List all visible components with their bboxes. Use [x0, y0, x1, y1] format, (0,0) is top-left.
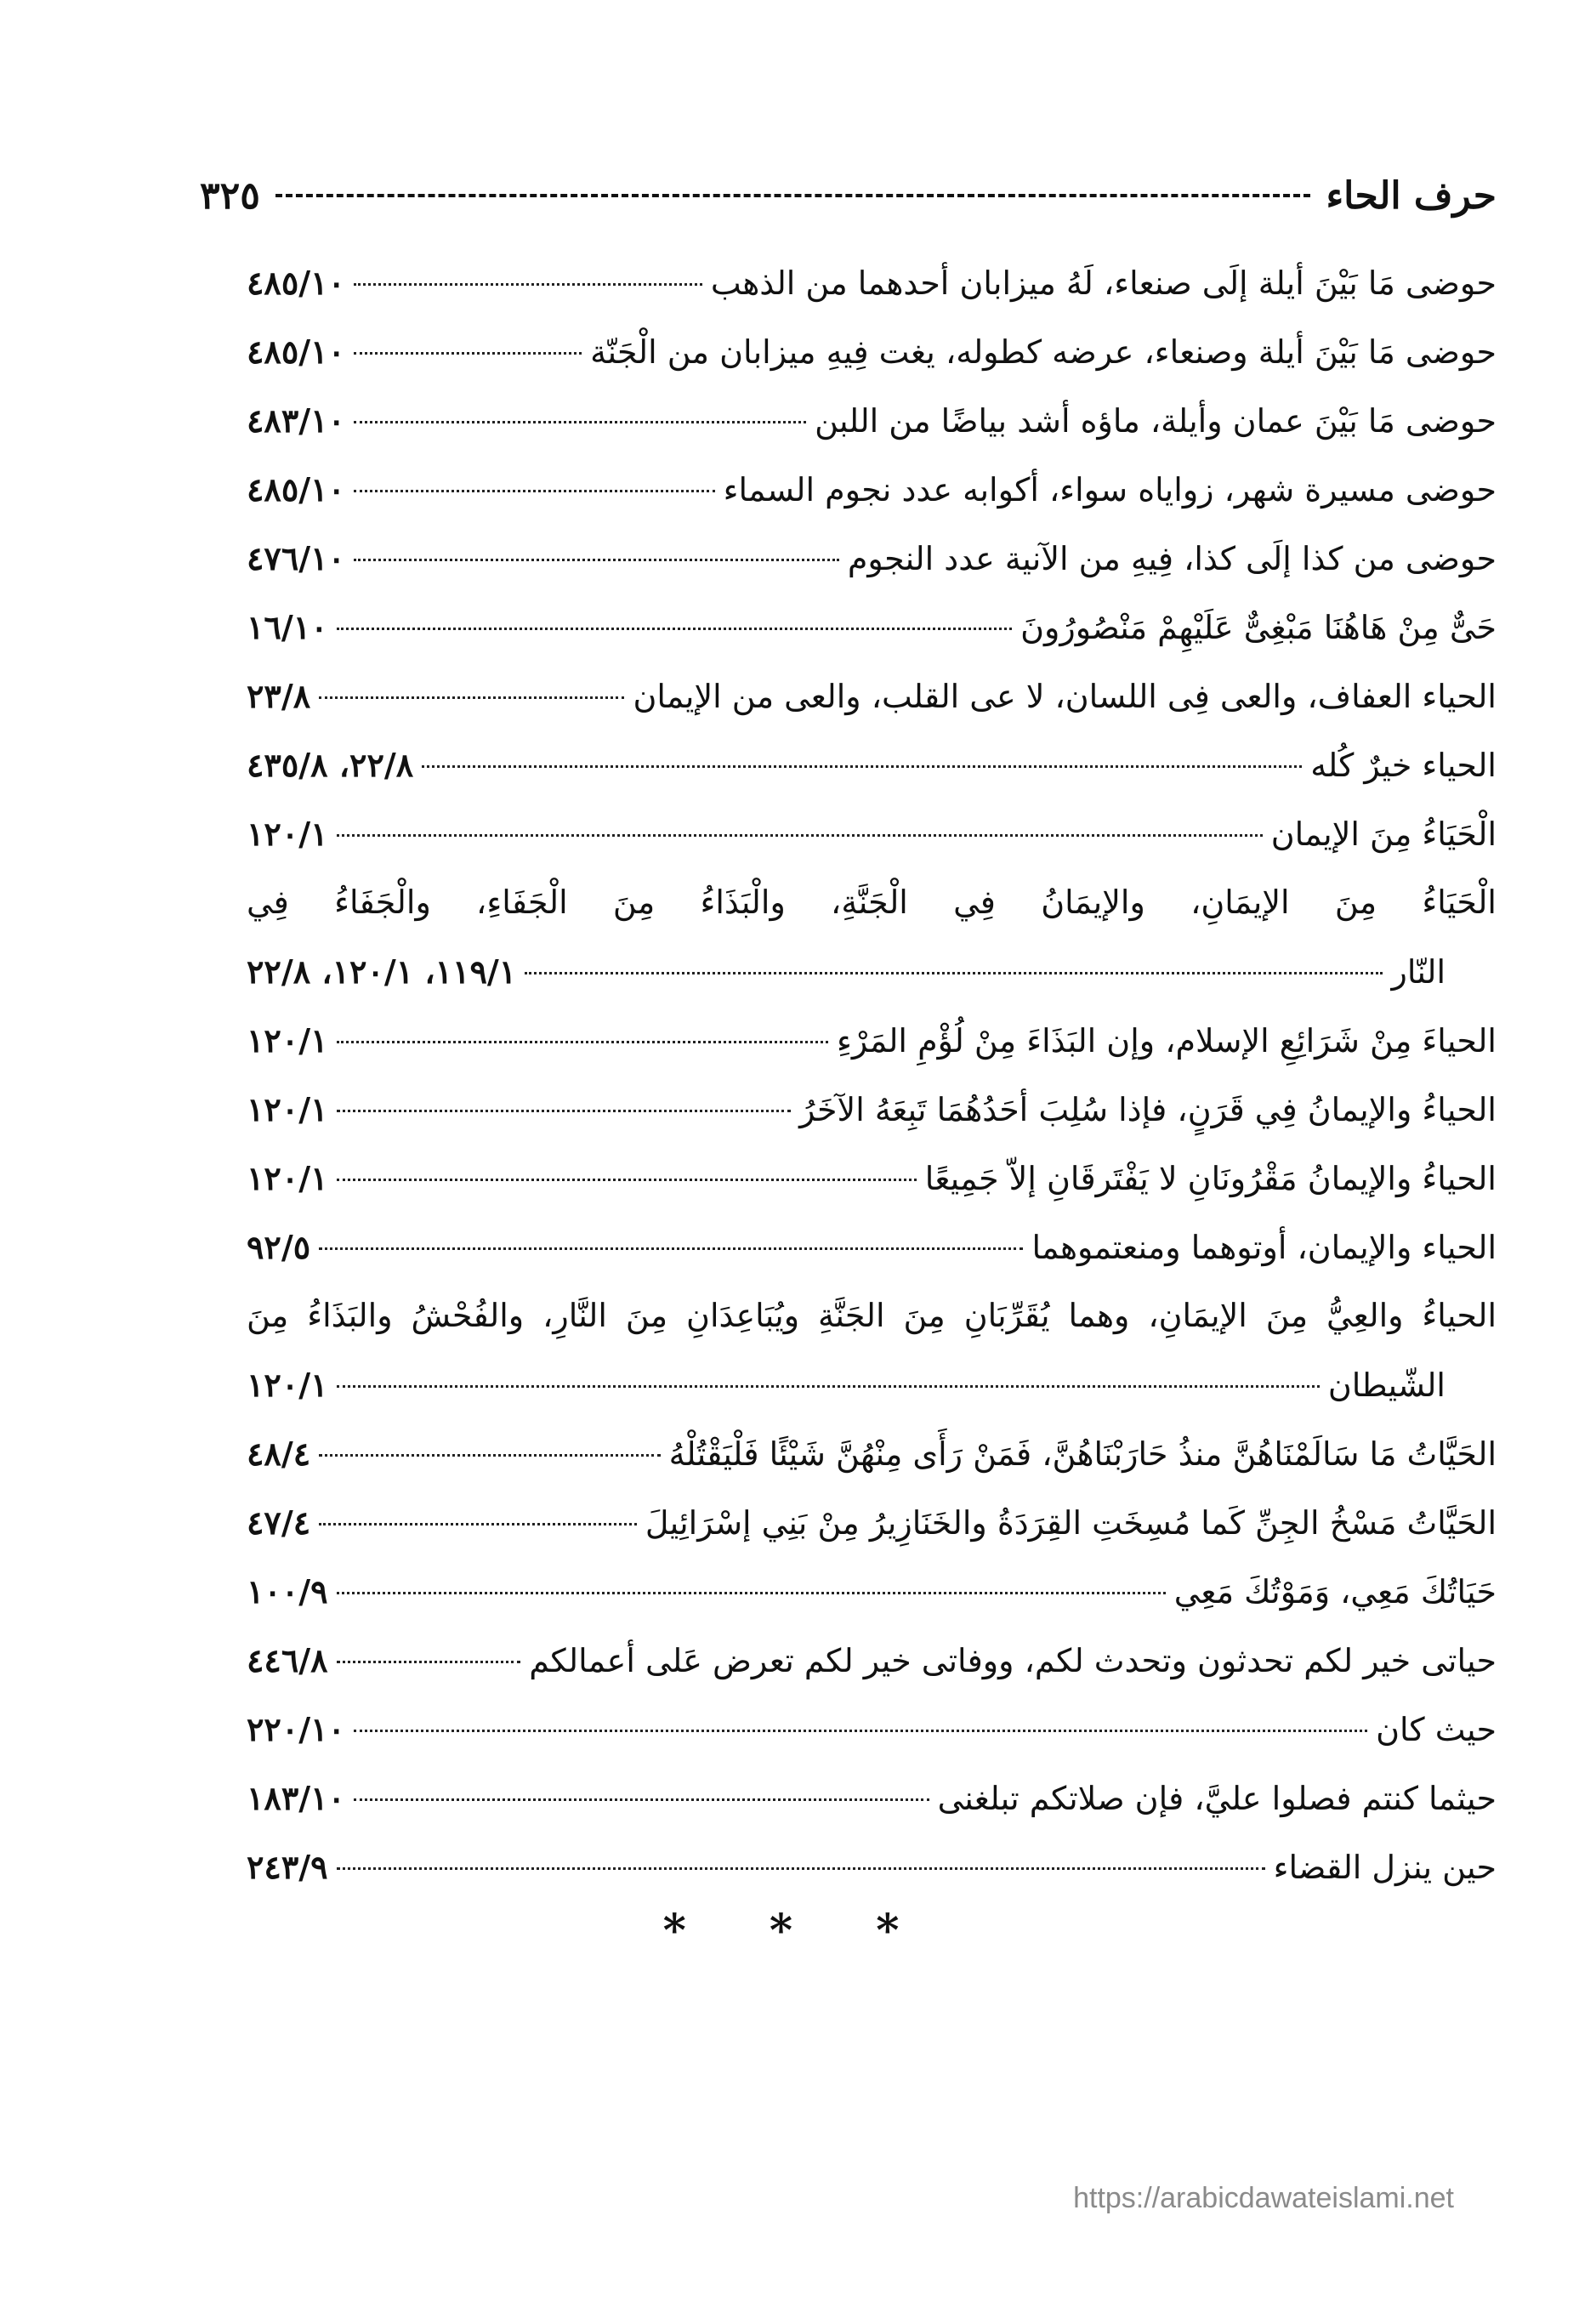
entry-reference: ٢٢/٨، ٤٣٥/٨ [247, 746, 414, 784]
page-header [200, 170, 1497, 221]
entry-reference: ١٢٠/١ [247, 815, 328, 853]
entry-reference: ١٨٣/١٠ [247, 1779, 345, 1817]
index-entry [247, 1764, 1497, 1832]
entry-reference: ١٢٠/١ [247, 1159, 328, 1197]
dot-leader [337, 834, 1263, 837]
watermark-url: https://arabicdawateislami.net [1073, 2182, 1454, 2214]
index-entry [247, 248, 1497, 317]
entry-text: حوضى مَا بَيْنَ أيلة وصنعاء، عرضه كطوله، يغت فِيهِ ميزابان من الْجَنّة [590, 333, 1497, 371]
index-entry [247, 1832, 1497, 1901]
entry-reference: ١٦/١٠ [247, 608, 328, 646]
entry-reference: ٤٨٥/١٠ [247, 470, 345, 508]
entry-reference: ٤٨٥/١٠ [247, 264, 345, 302]
entry-text: حَيَاتُكَ مَعِي، وَمَوْتُكَ مَعِي [1173, 1573, 1497, 1611]
header-dashed-rule [275, 194, 1311, 197]
index-entry-list [247, 248, 1497, 1901]
index-entry [247, 593, 1497, 662]
dot-leader [337, 1867, 1265, 1870]
dot-leader [354, 352, 582, 355]
dot-leader [337, 1661, 521, 1663]
dot-leader [422, 765, 1302, 768]
entry-text: حوضى مسيرة شهر، زواياه سواء، أكوابه عدد نجوم السماء [723, 471, 1497, 508]
index-entry [247, 662, 1497, 730]
entry-text: الحياءُ والعِيُّ مِنَ الإيمَانِ، وهما يُقَرِّبَانِ مِنَ الجَنَّةِ ويُبَاعِدَانِ مِنَ النَّارِ، والفُحْشُ والبَذَاءُ مِنَ [247, 1297, 1497, 1334]
entry-reference: ١٢٠/١ [247, 1090, 328, 1128]
entry-reference: ١٢٠/١ [247, 1366, 328, 1404]
entry-continuation-text: النّار [1391, 953, 1445, 991]
entry-text: الحياءُ والإيمانُ فِي قَرَنٍ، فإذا سُلِبَ أحَدُهُمَا تَبِعَهُ الآخَرُ [799, 1091, 1497, 1128]
entry-reference: ٤٨/٤ [247, 1435, 311, 1473]
dot-leader [337, 1041, 829, 1043]
entry-reference: ١١٩/١، ١٢٠/١، ٢٢/٨ [247, 952, 517, 991]
dot-leader [319, 1247, 1023, 1250]
index-entry [247, 799, 1497, 868]
index-entry [247, 386, 1497, 455]
entry-text: الحياء خيرٌ كُله [1310, 747, 1497, 784]
index-entry [247, 1006, 1497, 1075]
entry-text: حَىٌّ مِنْ هَاهُنَا مَبْغِىٌّ عَلَيْهِمْ مَنْصُورُونَ [1020, 609, 1497, 646]
entry-reference: ٢٢٠/١٠ [247, 1710, 345, 1748]
entry-reference: ٤٤٦/٨ [247, 1641, 328, 1679]
entry-continuation-text: الشّيطان [1327, 1366, 1445, 1404]
entry-reference: ٤٨٣/١٠ [247, 401, 345, 440]
entry-reference: ٤٧/٤ [247, 1503, 311, 1542]
dot-leader [354, 421, 806, 423]
entry-reference: ١٢٠/١ [247, 1021, 328, 1060]
dot-leader [319, 696, 624, 699]
entry-text: حوضى مَا بَيْنَ عمان وأيلة، ماؤه أشد بياضًا من اللبن [815, 402, 1497, 440]
index-entry [247, 1695, 1497, 1764]
dot-leader [354, 490, 715, 492]
section-title: حرف الحاء [1326, 173, 1497, 218]
entry-continuation-line [247, 937, 1497, 1006]
entry-reference: ٤٧٦/١٠ [247, 539, 345, 577]
page-number: ٣٢٥ [200, 173, 260, 218]
entry-text: الْحَيَاءُ مِنَ الإيمَانِ، والإيمَانُ فِي الْجَنَّةِ، والْبَذَاءُ مِنَ الْجَفَاءِ، والْجَفَاءُ فِي [247, 883, 1497, 921]
entry-text: الحياءَ مِنْ شَرَائِعِ الإسلام، وإن البَذَاءَ مِنْ لُؤْمِ المَرْءِ [837, 1022, 1497, 1060]
dot-leader [354, 1730, 1367, 1732]
index-entry [247, 730, 1497, 799]
entry-reference: ٤٨٥/١٠ [247, 332, 345, 371]
index-entry [247, 1281, 1497, 1419]
entry-text: حيث كان [1376, 1711, 1497, 1748]
index-entry [247, 1144, 1497, 1213]
dot-leader [354, 1798, 929, 1801]
dot-leader [337, 1110, 792, 1112]
entry-text: حياتى خير لكم تحدثون وتحدث لكم، ووفاتى خير لكم تعرض عَلى أعمالكم [529, 1642, 1497, 1679]
dot-leader [337, 1179, 917, 1181]
entry-reference: ١٠٠/٩ [247, 1572, 328, 1611]
entry-text: حوضى من كذا إلَى كذا، فِيهِ من الآنية عدد النجوم [847, 540, 1497, 577]
dot-leader [337, 1592, 1166, 1594]
entry-text: الحَيَّاتُ مَا سَالَمْنَاهُنَّ منذُ حَارَبْنَاهُنَّ، فَمَنْ رَأَى مِنْهُنَّ شَيْئًا فَلْيَقْتُلْهُ [668, 1435, 1497, 1473]
entry-reference: ٢٤٣/٩ [247, 1848, 328, 1886]
index-entry [247, 1419, 1497, 1488]
entry-text: حوضى مَا بَيْنَ أيلة إلَى صنعاء، لَهُ ميزابان أحدهما من الذهب [710, 264, 1497, 302]
dot-leader [337, 1385, 1320, 1388]
entry-text: الْحَيَاءُ مِنَ الإيمان [1270, 815, 1497, 853]
entry-reference: ٩٢/٥ [247, 1228, 311, 1266]
dot-leader [319, 1523, 637, 1525]
entry-continuation-line [247, 1350, 1497, 1419]
entry-text: حين ينزل القضاء [1273, 1849, 1497, 1886]
dot-leader [525, 972, 1383, 974]
dot-leader [337, 628, 1013, 630]
index-entry [247, 1626, 1497, 1695]
index-entry [247, 524, 1497, 593]
index-entry [247, 1075, 1497, 1144]
dot-leader [354, 559, 839, 561]
entry-reference: ٢٣/٨ [247, 677, 311, 715]
index-entry [247, 1213, 1497, 1281]
dot-leader [354, 283, 702, 286]
index-entry [247, 317, 1497, 386]
dot-leader [319, 1454, 661, 1457]
entry-text: الحياءُ والإيمانُ مَقْرُونَانِ لا يَفْتَرقَانِ إلاّ جَمِيعًا [924, 1160, 1497, 1197]
index-entry [247, 1557, 1497, 1626]
entry-text: الحياء والإيمان، أوتوهما ومنعتموهما [1031, 1229, 1497, 1266]
entry-text: الحَيَّاتُ مَسْخُ الجِنِّ كَما مُسِخَتِ القِرَدَةُ والخَنَازِيرُ مِنْ بَنِي إسْرَائِيلَ [645, 1504, 1497, 1542]
index-entry [247, 1488, 1497, 1557]
entry-text: حيثما كنتم فصلوا عليَّ، فإن صلاتكم تبلغنى [937, 1780, 1497, 1817]
end-ornament: * * * [662, 1905, 934, 1957]
index-entry [247, 455, 1497, 524]
entry-text: الحياء العفاف، والعى فِى اللسان، لا عى القلب، والعى من الإيمان [633, 678, 1497, 715]
index-entry [247, 868, 1497, 1006]
